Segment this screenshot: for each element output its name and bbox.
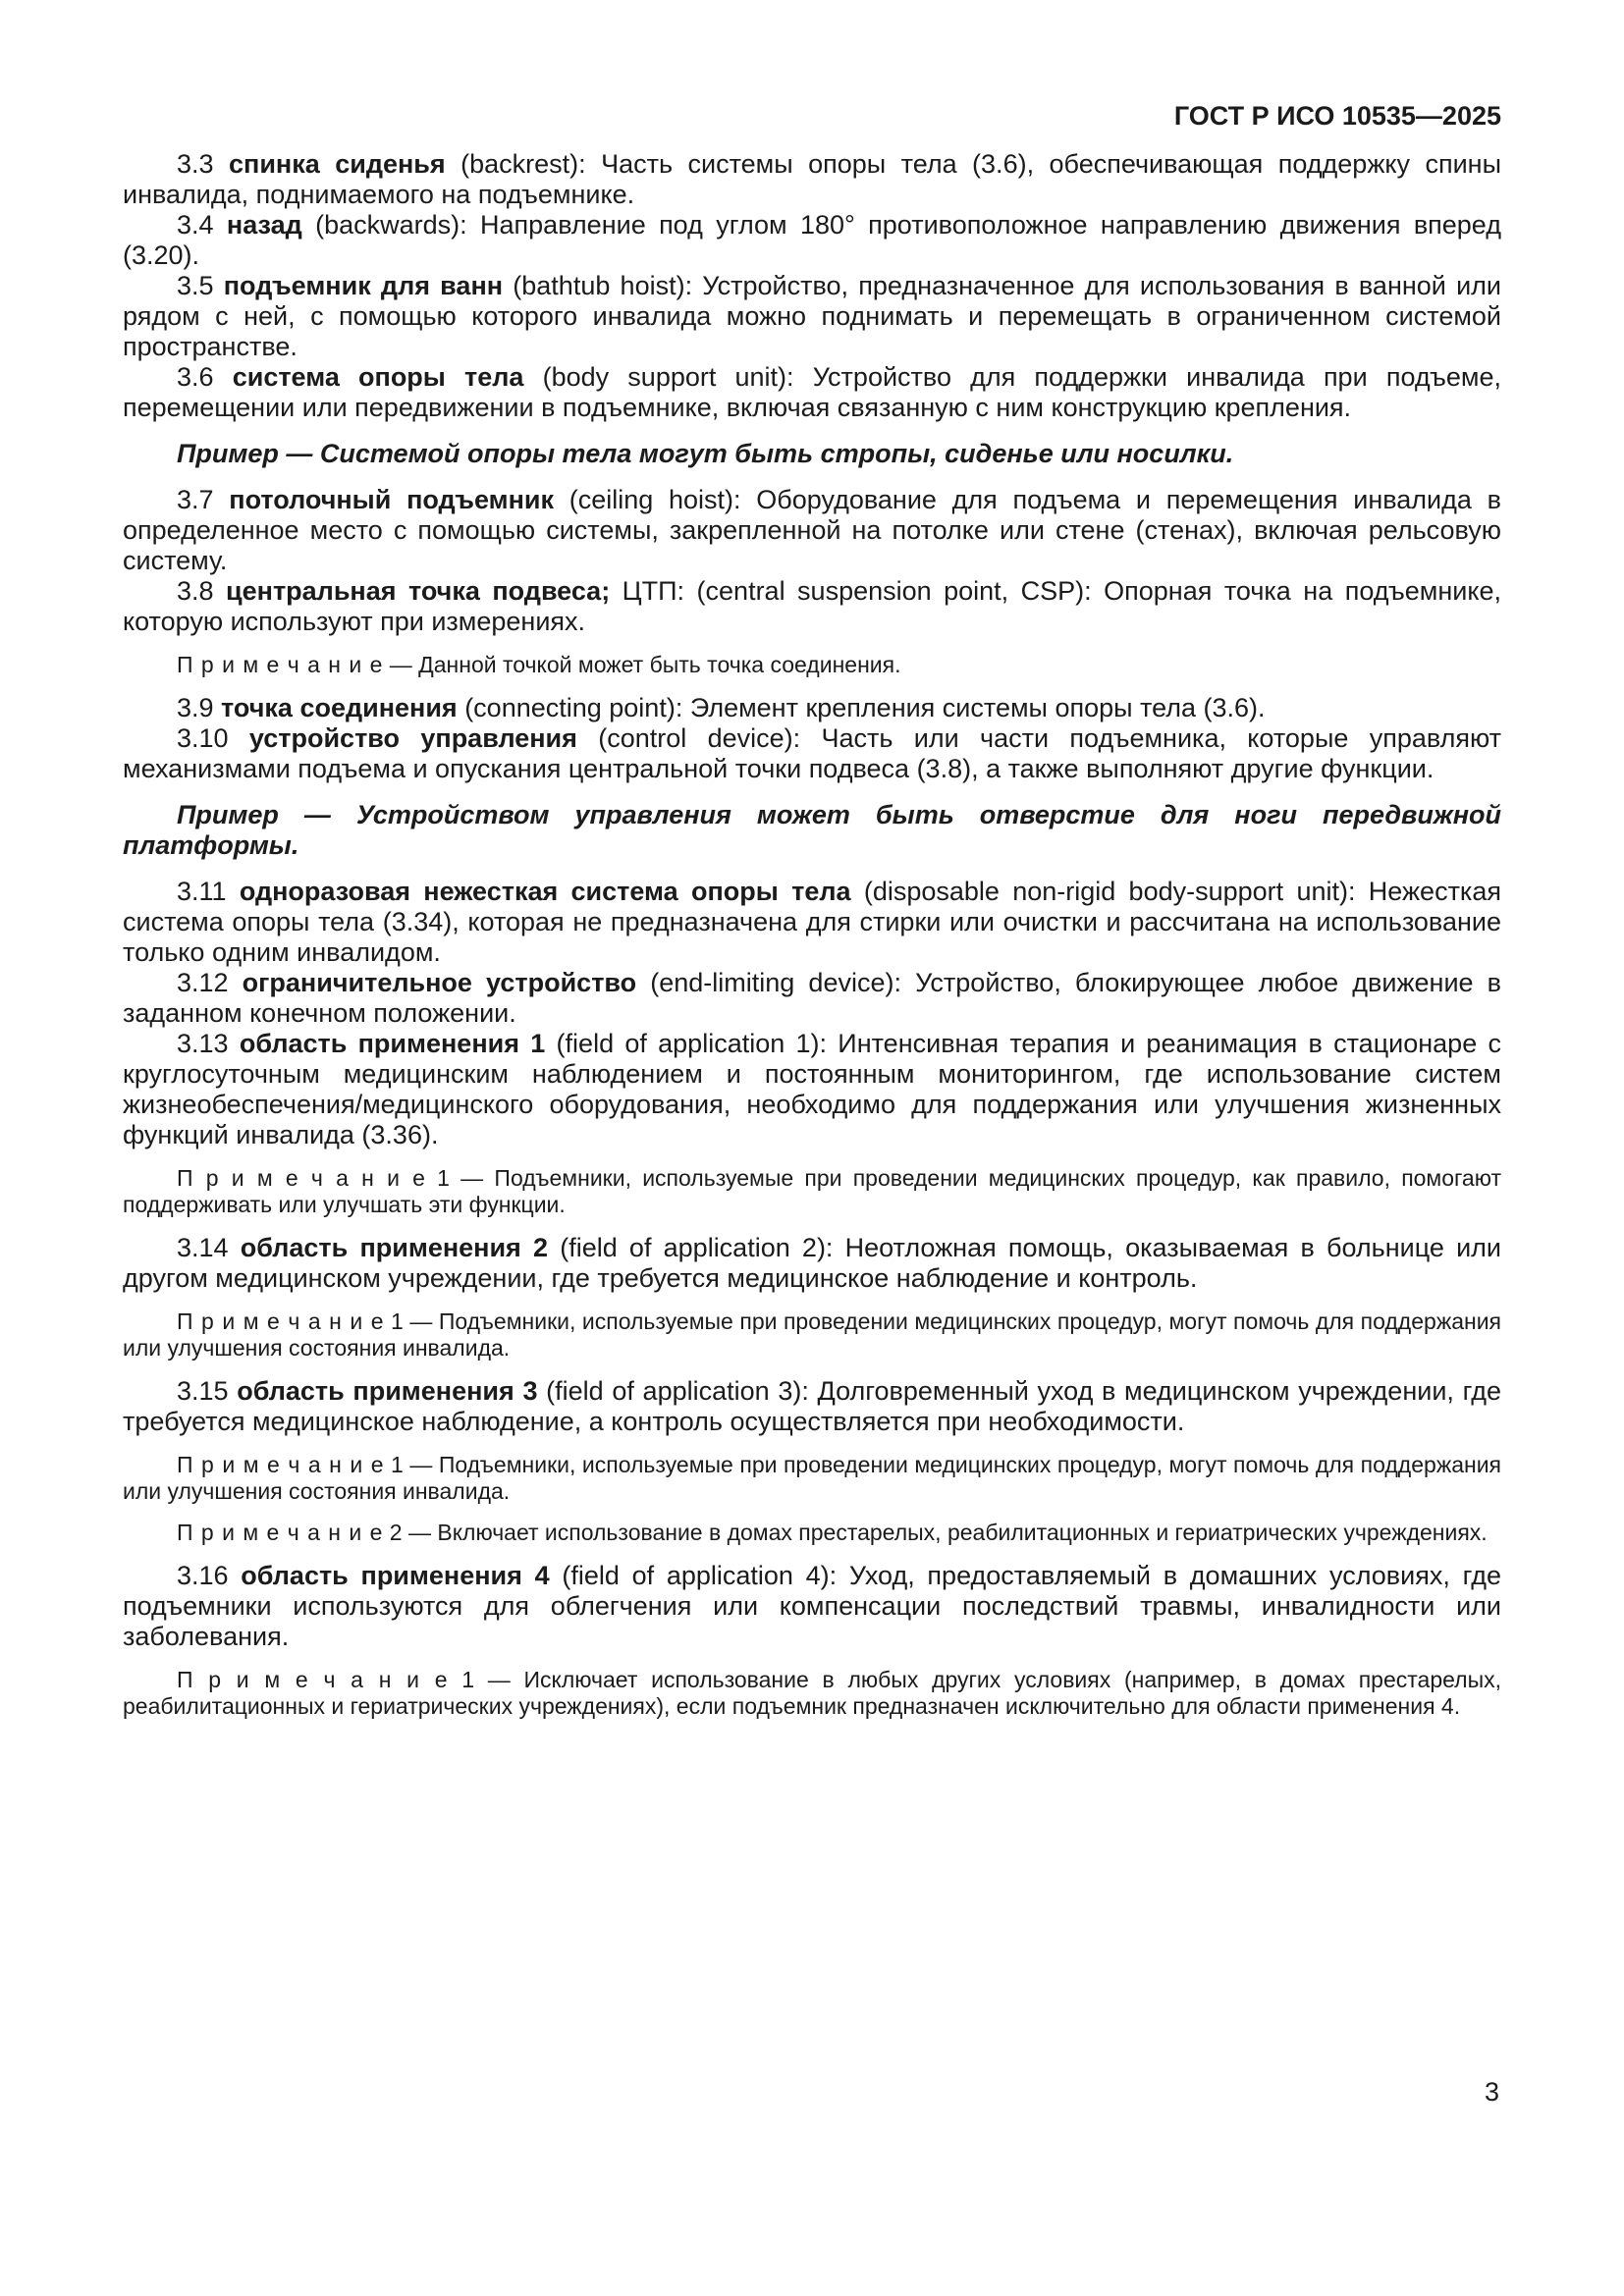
- text-run: (control device): Часть или части подъемника, которые управляют механизмами подъема и опускания центральной точки подвеса (3.8), а также выполняют другие функции.: [123, 723, 1501, 783]
- term-name: ограничительное устройство: [242, 968, 637, 997]
- document-content: [123, 149, 1501, 1735]
- term-name: точка соединения: [221, 693, 458, 722]
- term-paragraph: [123, 1233, 1501, 1294]
- text-run: 2 — Включает использование в домах престарелых, реабилитационных и гериатрических учреждениях.: [383, 1520, 1488, 1545]
- text-run: (connecting point): Элемент крепления системы опоры тела (3.6).: [457, 693, 1266, 722]
- text-run: (field of application 1): Интенсивная терапия и реанимация в стационаре с круглосуточным медицинским наблюдением и постоянным мониторингом, где использование систем жизнеобеспечения/медицинского оборудования, необходимо для поддержания или улучшения жизненных функций инвалида (3.36).: [123, 1029, 1501, 1149]
- term-name: спинка сиденья: [229, 149, 446, 179]
- term-name: устройство управления: [248, 723, 577, 753]
- document-code: ГОСТ Р ИСО 10535—2025: [1173, 101, 1501, 131]
- term-paragraph: [123, 877, 1501, 968]
- term-name: область применения 1: [239, 1029, 546, 1058]
- note-label: П р и м е ч а н и е: [177, 1308, 385, 1334]
- text-run: (field of application 3): Долговременный уход в медицинском учреждении, где требуется медицинское наблюдение, а контроль осуществляется при необходимости.: [123, 1376, 1501, 1436]
- text-run: (backrest): Часть системы опоры тела (3.6), обеспечивающая поддержку спины инвалида, поднимаемого на подъемнике.: [123, 149, 1501, 209]
- term-paragraph: [123, 1029, 1501, 1150]
- text-run: 3.14: [177, 1233, 241, 1262]
- term-name: подъемник для ванн: [223, 271, 504, 300]
- term-paragraph: [123, 723, 1501, 784]
- note-label: П р и м е ч а н и е: [177, 1520, 384, 1545]
- text-run: 1 — Подъемники, используемые при проведении медицинских процедур, могут помочь для поддержания или улучшения состояния инвалида.: [123, 1452, 1501, 1504]
- text-run: 3.11: [177, 877, 240, 906]
- term-paragraph: [123, 485, 1501, 576]
- note-paragraph: [123, 1165, 1501, 1218]
- note-label: П р и м е ч а н и е: [177, 1165, 426, 1191]
- text-run: (end-limiting device): Устройство, блокирующее любое движение в заданном конечном положении.: [123, 968, 1501, 1028]
- note-paragraph: [123, 1520, 1501, 1546]
- term-paragraph: [123, 210, 1501, 271]
- term-name: центральная точка подвеса;: [226, 576, 611, 606]
- text-run: 3.16: [177, 1561, 242, 1590]
- text-run: (backwards): Направление под углом 180° противоположное направлению движения вперед (3.20).: [123, 210, 1501, 270]
- text-run: (bathtub hoist): Устройство, предназначенное для использования в ванной или рядом с ней, с помощью которого инвалида можно поднимать и перемещать в ограниченном системой пространстве.: [123, 271, 1501, 361]
- note-label: П р и м е ч а н и е: [177, 652, 384, 677]
- text-run: 3.7: [177, 485, 230, 514]
- term-paragraph: [123, 968, 1501, 1029]
- term-paragraph: [123, 362, 1501, 423]
- example-paragraph: [123, 800, 1501, 861]
- text-run: (body support unit): Устройство для поддержки инвалида при подъеме, перемещении или передвижении в подъемнике, включая связанную с ним конструкцию крепления.: [123, 362, 1501, 422]
- text-run: 3.9: [177, 693, 222, 722]
- note-label: П р и м е ч а н и е: [177, 1667, 449, 1692]
- page-header: [123, 100, 1501, 132]
- text-run: 3.10: [177, 723, 249, 753]
- note-paragraph: [123, 1452, 1501, 1505]
- text-run: (field of application 2): Неотложная помощь, оказываемая в больнице или другом медицинском учреждении, где требуется медицинское наблюдение и контроль.: [123, 1233, 1501, 1293]
- note-paragraph: [123, 652, 1501, 678]
- note-label: П р и м е ч а н и е: [177, 1452, 385, 1477]
- example-paragraph: [123, 439, 1501, 469]
- term-name: назад: [226, 210, 302, 240]
- note-paragraph: [123, 1308, 1501, 1362]
- text-run: Пример — Системой опоры тела могут быть стропы, сиденье или носилки.: [177, 439, 1234, 468]
- text-run: 3.6: [177, 362, 233, 392]
- term-paragraph: [123, 576, 1501, 637]
- term-paragraph: [123, 271, 1501, 362]
- text-run: 3.5: [177, 271, 224, 300]
- text-run: 3.4: [177, 210, 227, 240]
- term-paragraph: [123, 1376, 1501, 1437]
- term-name: одноразовая нежесткая система опоры тела: [239, 877, 851, 906]
- text-run: ЦТП: (central suspension point, CSP): Опорная точка на подъемнике, которую используют при измерениях.: [123, 576, 1501, 636]
- text-run: 1 — Исключает использование в любых других условиях (например, в домах престарелых, реабилитационных и гериатрических учреждениях), если подъемник предназначен исключительно для области применения 4.: [123, 1667, 1501, 1719]
- text-run: 1 — Подъемники, используемые при проведении медицинских процедур, могут помочь для поддержания или улучшения состояния инвалида.: [123, 1308, 1501, 1361]
- text-run: (disposable non-rigid body-support unit): Нежесткая система опоры тела (3.34), которая не предназначена для стирки или очистки и рассчитана на использование только одним инвалидом.: [123, 877, 1501, 967]
- term-name: область применения 2: [240, 1233, 549, 1262]
- term-name: система опоры тела: [232, 362, 524, 392]
- term-paragraph: [123, 149, 1501, 210]
- text-run: — Данной точкой может быть точка соединения.: [383, 652, 901, 677]
- page-number: 3: [1484, 2077, 1499, 2107]
- term-name: область применения 3: [237, 1376, 538, 1406]
- term-paragraph: [123, 1561, 1501, 1652]
- text-run: 3.3: [177, 149, 229, 179]
- term-name: область применения 4: [241, 1561, 550, 1590]
- text-run: 3.15: [177, 1376, 238, 1406]
- term-paragraph: [123, 693, 1501, 723]
- text-run: 3.12: [177, 968, 243, 997]
- text-run: 1 — Подъемники, используемые при проведении медицинских процедур, как правило, помогают поддерживать или улучшать эти функции.: [123, 1165, 1501, 1217]
- text-run: (field of application 4): Уход, предоставляемый в домашних условиях, где подъемники используются для облегчения или компенсации последствий травмы, инвалидности или заболевания.: [123, 1561, 1501, 1651]
- text-run: Пример — Устройством управления может быть отверстие для ноги передвижной платформы.: [123, 800, 1501, 860]
- text-run: (ceiling hoist): Оборудование для подъема и перемещения инвалида в определенное место с помощью системы, закрепленной на потолке или стене (стенах), включая рельсовую систему.: [123, 485, 1501, 575]
- text-run: 3.13: [177, 1029, 240, 1058]
- term-name: потолочный подъемник: [229, 485, 555, 514]
- note-paragraph: [123, 1667, 1501, 1720]
- text-run: 3.8: [177, 576, 227, 606]
